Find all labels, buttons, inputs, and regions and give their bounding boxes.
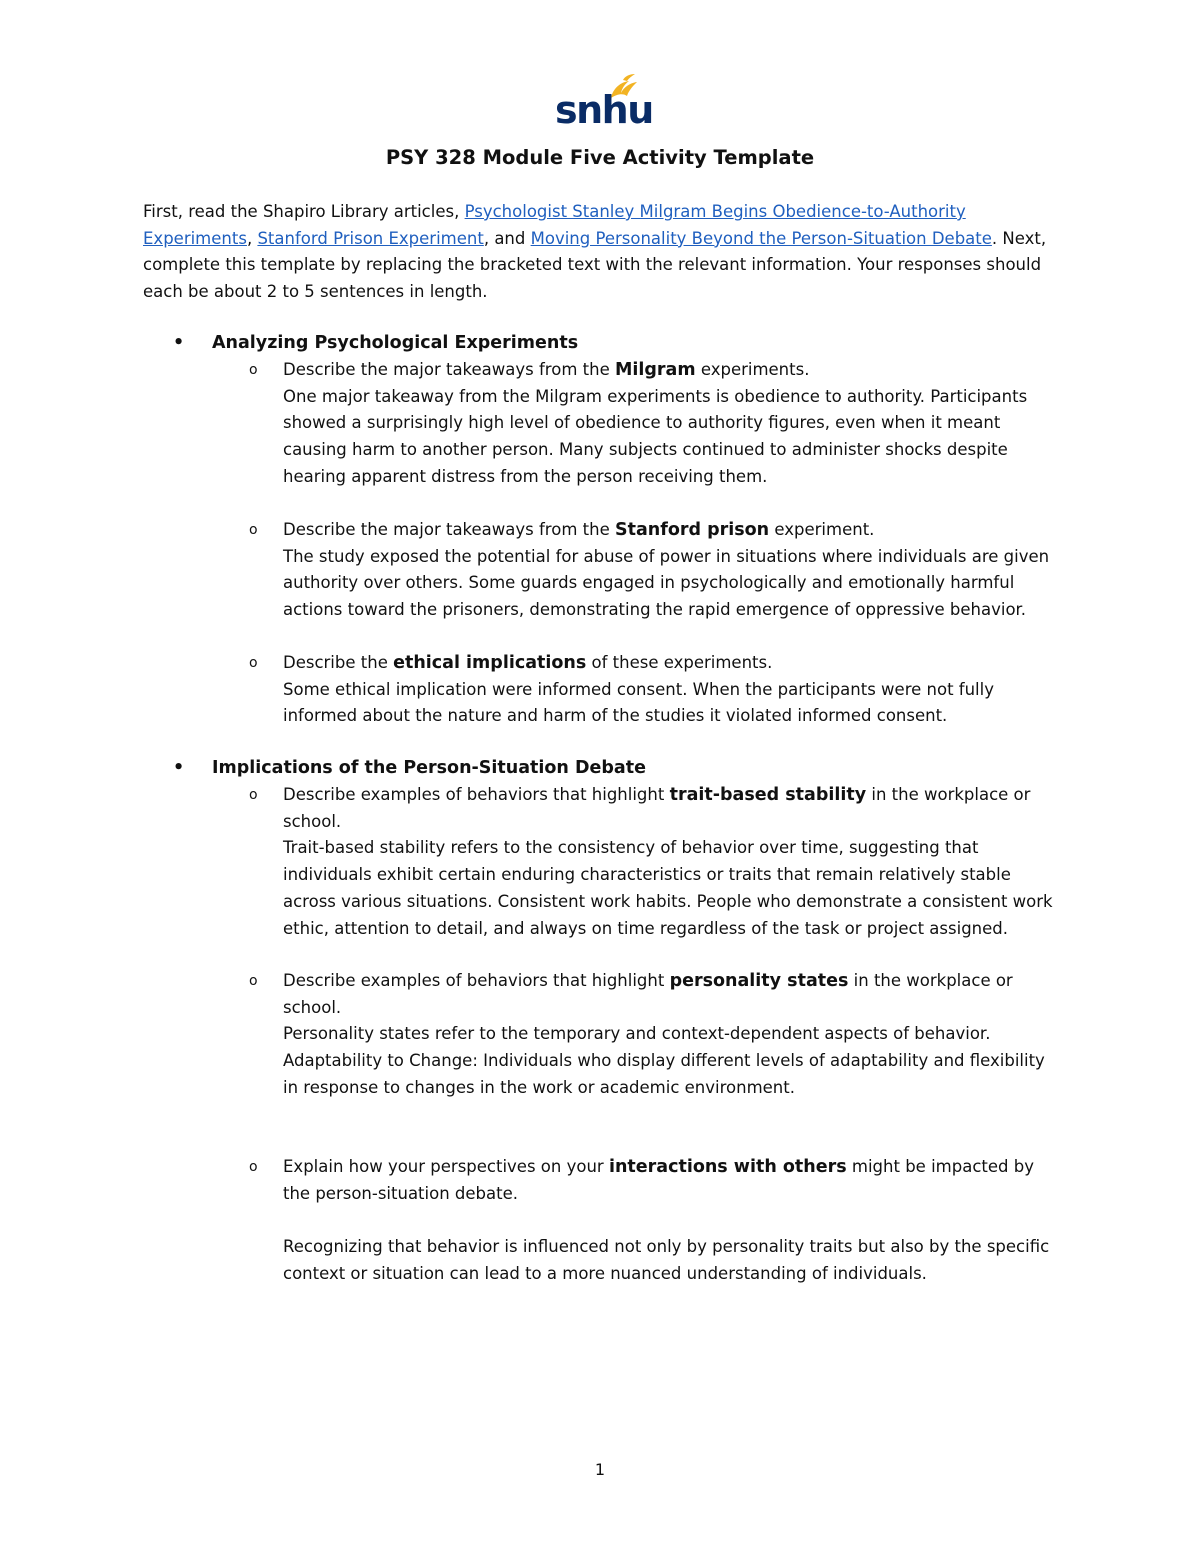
item-response: One major takeaway from the Milgram experiments is obedience to authority. Participants showed a surprisingly high level of obedience to authority figures, even when it meant causing harm to another person. Many subjects continued to administer shocks despite hearing apparent distress from the person receiving them. [283,386,1028,486]
intro-paragraph [143,199,1063,306]
section-heading-experiments [143,330,578,356]
item-prompt: Describe examples of behaviors that highlight personality states in the workplace or school. [283,971,1013,1017]
bullet-icon: • [173,333,185,353]
stanford-article-link[interactable]: Stanford Prison Experiment [257,228,484,248]
intro-text-end: . Next, complete this template by replacing the bracketed text with the relevant information. Your responses should each be about 2 to 5 sentences in length. [143,228,1047,302]
logo-wordmark: snhu [555,88,653,132]
section-heading-text: Implications of the Person-Situation Debate [212,758,646,778]
sub-bullet-icon: o [249,1159,258,1175]
item-prompt: Describe the major takeaways from the Milgram experiments. [283,360,810,380]
list-item [249,357,1064,491]
sub-bullet-icon: o [249,362,258,378]
sub-bullet-icon: o [249,973,258,989]
item-prompt: Explain how your perspectives on your interactions with others might be impacted by the person-situation debate. [283,1157,1034,1203]
item-response: Some ethical implication were informed consent. When the participants were not fully informed about the nature and harm of the studies it violated informed consent. [283,679,994,726]
page-title: PSY 328 Module Five Activity Template [385,146,815,169]
item-prompt: Describe the major takeaways from the Stanford prison experiment. [283,520,875,540]
milgram-article-link[interactable]: Psychologist Stanley Milgram Begins Obedience-to-Authority Experiments [143,202,966,248]
intro-text-start: First, read the Shapiro Library articles, [143,202,465,221]
person-situation-article-link[interactable]: Moving Personality Beyond the Person-Situation Debate [530,228,992,248]
item-prompt: Describe the ethical implications of these experiments. [283,653,773,673]
list-item [249,1154,1064,1288]
sub-bullet-icon: o [249,787,258,803]
intro-separator: , [246,228,258,248]
item-prompt: Describe examples of behaviors that highlight trait-based stability in the workplace or school. [283,785,1031,831]
item-response: Trait-based stability refers to the consistency of behavior over time, suggesting that individuals exhibit certain enduring characteristics or traits that remain relatively stable across various situations. Consistent work habits. People who demonstrate a consistent work ethic, attention to detail, and always on time regardless of the task or project assigned. [283,838,1053,938]
item-response: Adaptability to Change: Individuals who display different levels of adaptability and flexibility in response to changes in the work or academic environment. [283,1051,1045,1097]
list-item [249,517,1064,624]
sub-bullet-icon: o [249,655,258,671]
snhu-logo [555,72,653,132]
bullet-icon: • [173,758,185,778]
section-heading-text: Analyzing Psychological Experiments [212,333,579,353]
list-item [249,968,1064,1102]
item-response: Personality states refer to the temporary and context-dependent aspects of behavior. [283,1024,991,1044]
item-response: Recognizing that behavior is influenced not only by personality traits but also by the specific context or situation can lead to a more nuanced understanding of individuals. [283,1237,1050,1283]
sub-bullet-icon: o [249,522,258,538]
list-item [249,782,1064,942]
item-response: The study exposed the potential for abuse of power in situations where individuals are given authority over others. Some guards engaged in psychologically and emotionally harmful actions toward the prisoners, demonstrating the rapid emergence of oppressive behavior. [283,546,1050,620]
list-item [249,650,1064,730]
section-heading-person-situation [143,755,646,781]
page-number: 1 [594,1460,606,1479]
intro-separator: , and [483,228,531,248]
